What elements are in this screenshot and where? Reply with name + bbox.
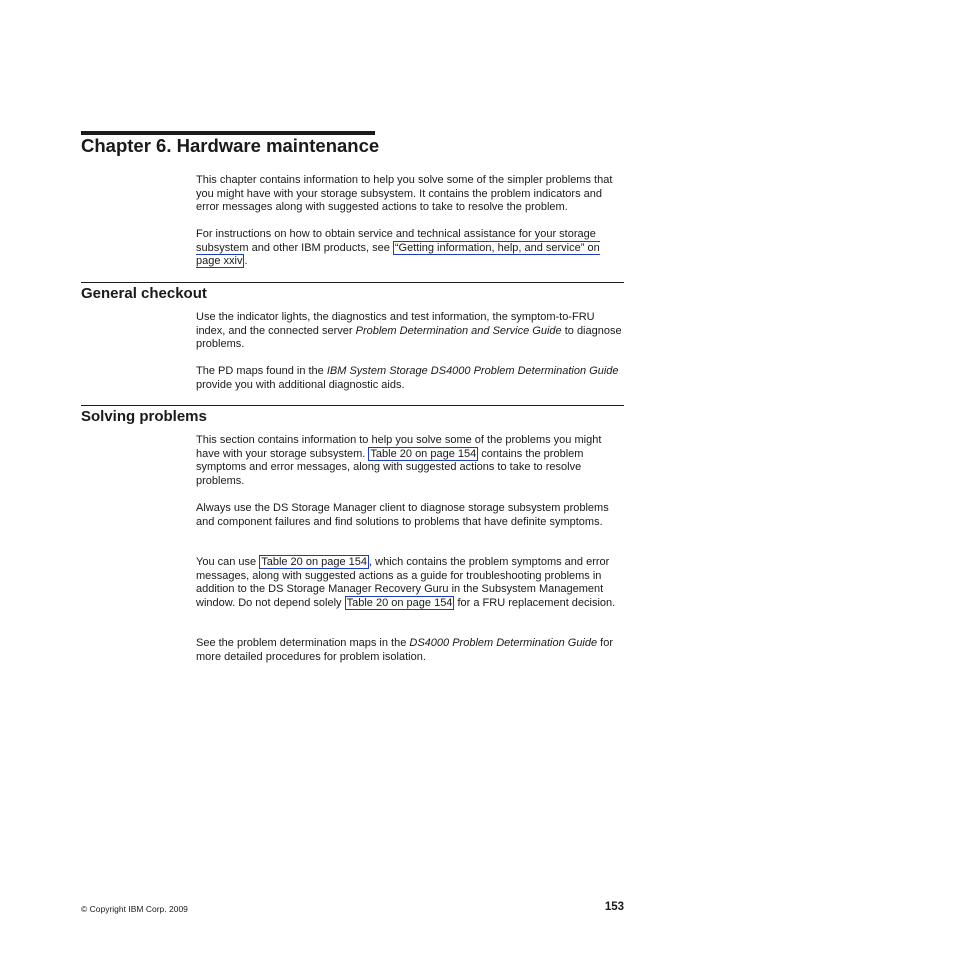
solving-problems-text-1b: contains the problem symptoms and error messages, along with suggested actions to take to resolve problems. — [196, 447, 584, 487]
table-20-link[interactable]: Table 20 on page 154 — [370, 447, 477, 460]
intro-service-paragraph — [196, 228, 626, 269]
solving-problems-heading: Solving problems — [81, 408, 207, 425]
table-20-link[interactable]: Table 20 on page 154 — [261, 556, 368, 568]
solving-problems-text-3b: , which contains the problem symptoms and error messages, along with suggested actions as a guide for troubleshooting problems in addition to the DS Storage Manager Recovery Guru in the Subsystem Management window. Do not depend solely — [196, 556, 610, 609]
solving-problems-text-3c: for a FRU replacement decision. — [454, 596, 616, 609]
solving-problems-text-4b: for more detailed procedures for problem isolation. — [196, 637, 614, 663]
general-checkout-text-2b: provide you with additional diagnostic aids. — [196, 378, 405, 391]
general-checkout-heading: General checkout — [81, 285, 207, 302]
general-checkout-text-1a: Use the indicator lights, the diagnostics and test information, the symptom-to-FRU index, and the connected server — [196, 311, 595, 337]
copyright-notice: © Copyright IBM Corp. 2009 — [81, 904, 188, 914]
problem-determination-guide-title: Problem Determination and Service Guide — [355, 324, 562, 337]
page-number: 153 — [604, 901, 624, 913]
intro-paragraph: This chapter contains information to help you solve some of the simpler problems that you might have with your storage subsystem. It contains the problem indicators and error messages along with suggested actions to take to resolve the problem. — [196, 174, 613, 214]
chapter-title: Chapter 6. Hardware maintenance — [81, 135, 380, 156]
general-checkout-paragraph-1 — [196, 311, 626, 352]
solving-problems-text-1a: This section contains information to help you solve some of the problems you might have with your storage subsystem. — [196, 434, 602, 460]
general-checkout-text-1b: to diagnose problems. — [196, 324, 622, 351]
general-checkout-rule — [81, 282, 624, 283]
solving-problems-paragraph-4 — [196, 637, 626, 664]
table-20-link[interactable]: Table 20 on page 154 — [346, 596, 453, 609]
solving-problems-text-4a: See the problem determination maps in the — [196, 637, 410, 649]
solving-problems-paragraph-3 — [196, 556, 626, 610]
getting-information-link[interactable]: “Getting information, help, and service” on page xxiv — [196, 241, 600, 268]
solving-problems-text-3a: You can use — [196, 556, 260, 568]
general-checkout-text-2a: The PD maps found in the — [196, 365, 327, 377]
general-checkout-paragraph-2 — [196, 365, 626, 392]
intro-service-text-before: For instructions on how to obtain service and technical assistance for your storage subsystem and other IBM products, see — [196, 228, 596, 254]
solving-problems-paragraph-1 — [196, 434, 626, 488]
ds4000-determination-guide-title: DS4000 Problem Determination Guide — [409, 637, 598, 649]
solving-problems-rule — [81, 405, 624, 406]
intro-service-text-after: . — [244, 255, 248, 268]
solving-problems-paragraph-2: Always use the DS Storage Manager client to diagnose storage subsystem problems and component failures and find solutions to problems that have definite symptoms. — [196, 502, 609, 528]
ds4000-guide-title: IBM System Storage DS4000 Problem Determination Guide — [326, 365, 619, 377]
